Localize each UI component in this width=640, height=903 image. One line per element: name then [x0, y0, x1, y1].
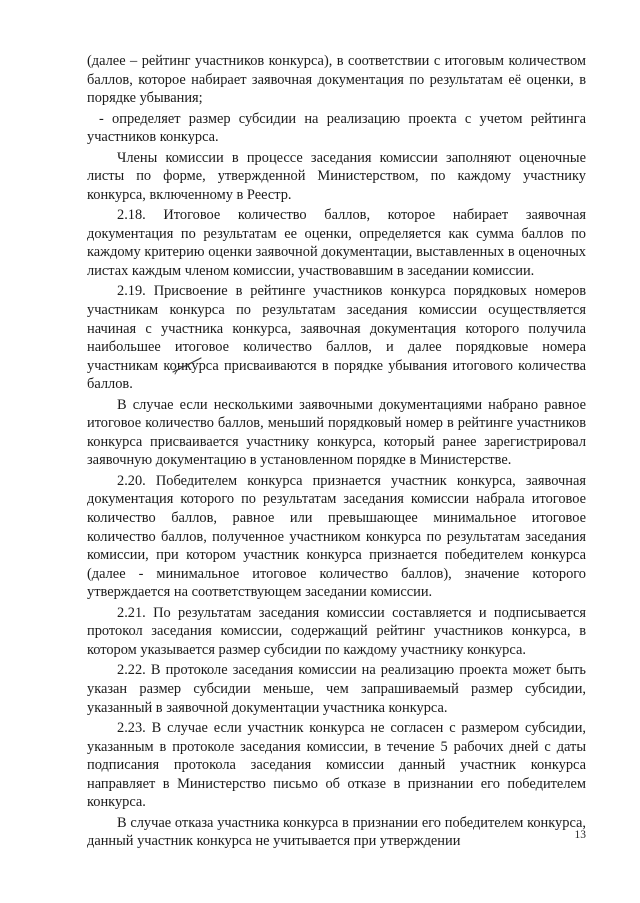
paragraph: (далее – рейтинг участников конкурса), в соответствии с итоговым количеством баллов, которое набирает заявочная документация по результатам её оценки, в порядке убывания; [87, 53, 586, 107]
document-body [87, 52, 586, 853]
page-number: 13 [574, 829, 586, 841]
pen-stroke-mark [171, 352, 207, 376]
paragraph: 2.23. В случае если участник конкурса не согласен с размером субсидии, указанным в протоколе заседания комиссии, в течение 5 рабочих дней с даты подписания протокола заседания комиссии данный участник конкурса направляет в Министерство письмо об отказе в признании его победителем конкурса. [87, 719, 586, 811]
paragraph: 2.22. В протоколе заседания комиссии на реализацию проекта может быть указан размер субсидии меньше, чем запрашиваемый размер субсидии, указанный в заявочной документации участника конкурса. [87, 662, 586, 716]
paragraph: 2.21. По результатам заседания комиссии составляется и подписывается протокол заседания комиссии, содержащий рейтинг участников конкурса, в котором указывается размер субсидии по каждому участнику конкурса. [87, 604, 586, 658]
paragraph: 2.19. Присвоение в рейтинге участников конкурса порядковых номеров участникам конкурса по результатам заседания комиссии осуществляется начиная с участника конкурса, заявочная документация которого получила наибольшее итоговое количество баллов, и далее порядковые номера участникам конкурса присваиваются в порядке убывания итогового количества баллов. [87, 283, 586, 393]
paragraph: - определяет размер субсидии на реализацию проекта с учетом рейтинга участников конкурса. [87, 110, 586, 146]
paragraph: 2.20. Победителем конкурса признается участник конкурса, заявочная документация которого по результатам заседания комиссии набрала итоговое количество баллов, равное или превышающее минимальное итоговое количество баллов, полученное участником конкурса по результатам заседания комиссии, при котором участник конкурса признается победителем конкурса (далее - минимальное итоговое количество баллов), значение которого утверждается на соответствующем заседании комиссии. [87, 472, 586, 601]
paragraph: В случае отказа участника конкурса в признании его победителем конкурса, данный участник конкурса не учитывается при утверждении [87, 814, 586, 850]
paragraph: В случае если несколькими заявочными документациями набрано равное итоговое количество баллов, меньший порядковый номер в рейтинге участников конкурса присваивается участнику конкурса, который ранее зарегистрировал заявочную документацию в установленном порядке в Министерстве. [87, 396, 586, 469]
paragraph: Члены комиссии в процессе заседания комиссии заполняют оценочные листы по форме, утвержденной Министерством, по каждому участнику конкурса, включенному в Реестр. [87, 149, 586, 203]
paragraph: 2.18. Итоговое количество баллов, которое набирает заявочная документация по результатам ее оценки, определяется как сумма баллов по каждому критерию оценки заявочной документации, выставленных в оценочных листах каждым членом комиссии, участвовавшим в заседании комиссии. [87, 207, 586, 279]
